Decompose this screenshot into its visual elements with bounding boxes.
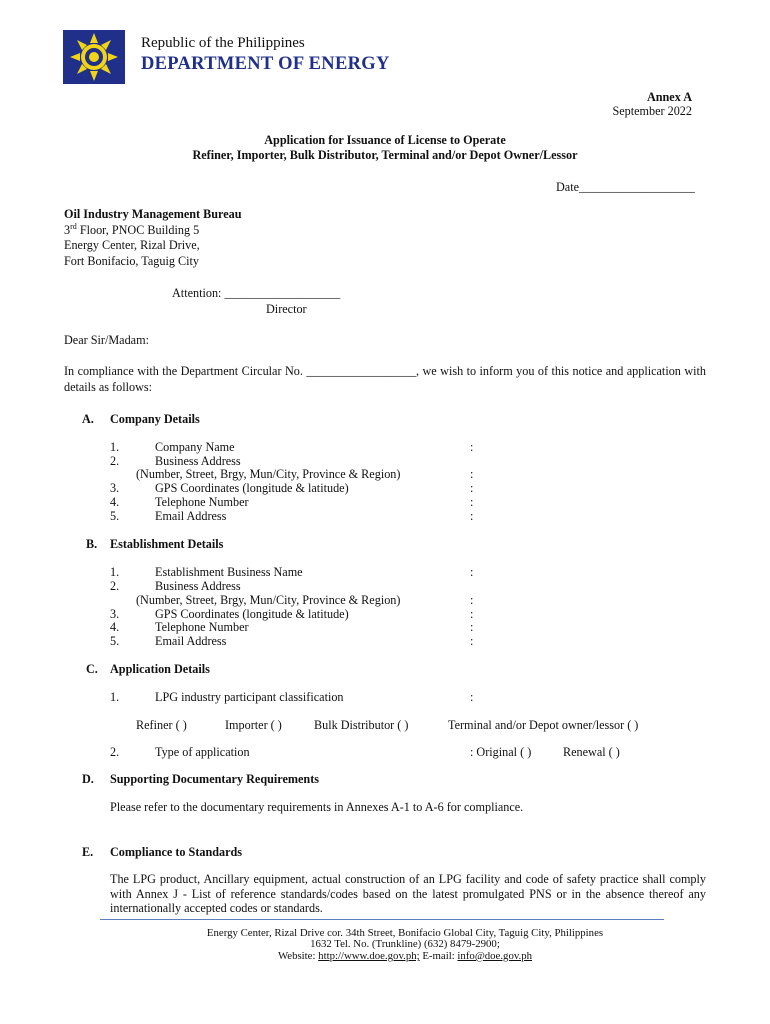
section-d-title: Supporting Documentary Requirements xyxy=(110,772,319,786)
attention-role: Director xyxy=(266,302,307,316)
footer-phone: 1632 Tel. No. (Trunkline) (632) 8479-2900; xyxy=(310,938,500,950)
form-title-line2: Refiner, Importer, Bulk Distributor, Terminal and/or Depot Owner/Lessor xyxy=(192,148,578,162)
option-renewal: Renewal ( ) xyxy=(563,745,620,759)
footer-rule xyxy=(100,919,664,920)
section-d-text: Please refer to the documentary requirements in Annexes A-1 to A-6 for compliance. xyxy=(110,800,524,814)
issue-date: September 2022 xyxy=(612,104,692,118)
address-line-3: Fort Bonifacio, Taguig City xyxy=(64,254,200,268)
salutation: Dear Sir/Madam: xyxy=(64,333,149,347)
date-field: Date___________________ xyxy=(556,180,695,194)
republic-heading: Republic of the Philippines xyxy=(141,35,305,51)
option-bulk-distributor: Bulk Distributor ( ) xyxy=(314,718,409,732)
website-link[interactable]: http://www.doe.gov.ph; xyxy=(318,950,420,962)
section-b-title: Establishment Details xyxy=(110,537,224,551)
section-c-title: Application Details xyxy=(110,662,210,676)
section-a-letter: A. xyxy=(82,412,94,426)
section-d-letter: D. xyxy=(82,772,94,786)
section-e-title: Compliance to Standards xyxy=(110,845,243,859)
address-line-1: 3rd Floor, PNOC Building 5 xyxy=(64,222,200,238)
section-a-title: Company Details xyxy=(110,412,200,426)
form-title-line1: Application for Issuance of License to Operate xyxy=(264,133,506,147)
department-heading: DEPARTMENT OF ENERGY xyxy=(141,54,390,74)
email-link[interactable]: info@doe.gov.ph xyxy=(457,950,533,962)
address-line-2: Energy Center, Rizal Drive, xyxy=(64,238,200,252)
option-refiner: Refiner ( ) xyxy=(136,718,187,732)
intro-paragraph: In compliance with the Department Circular No. __________________, we wish to inform you of this notice and application with details as follows: xyxy=(64,364,706,394)
doe-logo xyxy=(63,30,125,84)
footer-contact: Website: http://www.doe.gov.ph; E-mail: info@doe.gov.ph xyxy=(277,950,533,962)
option-importer: Importer ( ) xyxy=(225,718,282,732)
bureau-name: Oil Industry Management Bureau xyxy=(64,207,242,221)
annex-label: Annex A xyxy=(646,90,692,104)
section-b-letter: B. xyxy=(86,537,98,551)
footer-address: Energy Center, Rizal Drive cor. 34th Street, Bonifacio Global City, Taguig City, Philippines xyxy=(206,927,604,939)
section-c-letter: C. xyxy=(86,662,98,676)
option-terminal-depot: Terminal and/or Depot owner/lessor ( ) xyxy=(448,718,639,732)
section-e-text: The LPG product, Ancillary equipment, actual construction of an LPG facility and code of safety practice shall comply with Annex J - List of reference standards/codes based on the latest promulgated PNS or in the absence thereof any internationally accepted codes or standards. xyxy=(110,872,706,915)
attention-field: Attention: ___________________ xyxy=(172,286,341,300)
section-e-letter: E. xyxy=(82,845,94,859)
